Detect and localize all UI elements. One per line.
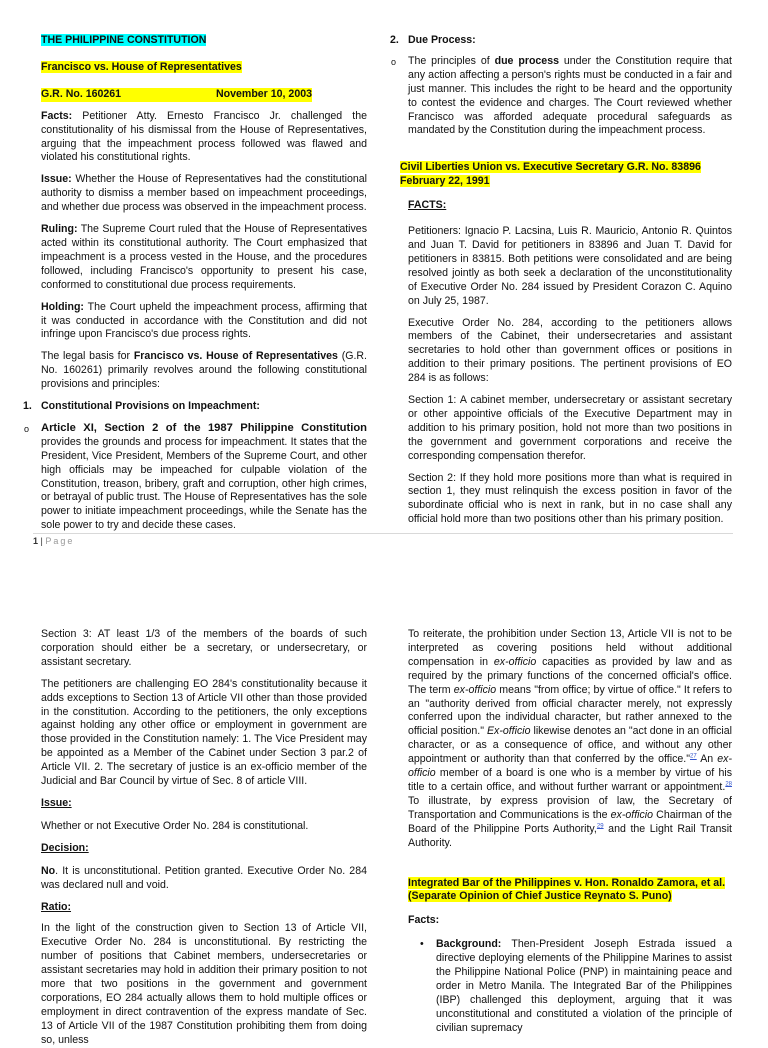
background-bullet xyxy=(420,938,732,1035)
bullet-dot-icon: • xyxy=(420,938,424,951)
decision-heading: Decision: xyxy=(41,841,89,854)
case-title: Francisco vs. House of Representatives xyxy=(41,60,242,73)
issue-label: Issue: xyxy=(41,173,72,186)
page1-right-column xyxy=(390,34,732,535)
facts-paragraph xyxy=(41,110,367,166)
reiterate-paragraph xyxy=(408,628,732,851)
article-text: provides the grounds and process for impeachment. It states that the President, Vice President, Members of the Supreme Court, and other high officials may be impeached for culpable violation of the Constitution, treason, bribery, graft and corruption, other high crimes, or betrayal of public trust. The House of Representatives has the sole power to initiate impeachment proceedings, while the Senate has the sole power to try and decide these cases. xyxy=(41,435,367,532)
gr-number-date xyxy=(41,88,312,102)
list-item-2-number: 2. xyxy=(390,34,399,46)
petitioners-paragraph: The petitioners are challenging EO 284's constitutionality because it adds exceptions to Section 13 of Article VII other than those provided in the constitution. According to the petitioners, the only exceptions against holding any other office or employment in government are those provided in the Constitution namely: 1. The Vice President may be appointed as a Member of the Cabinet under Section 3 par.2 of Article VII. 2. The secretary of justice is an ex-officio member of the Judicial and Bar Council by virtue of Sec. 8 of article VIII. xyxy=(41,677,367,788)
holding-paragraph xyxy=(41,301,367,343)
ex-officio-term: ex-officio xyxy=(610,808,654,821)
page2-left-column xyxy=(41,628,367,1048)
facts-label: Facts: xyxy=(41,109,73,122)
holding-text: The Court upheld the impeachment process, affirming that it was conducted in accordance with the Constitution and did not infringe upon Francisco's due process rights. xyxy=(41,300,367,341)
legal-basis-paragraph xyxy=(41,350,367,392)
reiterate-text-a: To reiterate, the prohibition under Section 13, Article VII is not to be interpreted as covering positions held without additional compensation in xyxy=(408,628,732,668)
case2-facts-eo284: Executive Order No. 284, according to the petitioners allows members of the Cabinet, their undersecretaries and assistant secretaries to hold other than government offices or positions in addition to their primary positions. The pertinent provisions of EO 284 is as follows: xyxy=(408,316,732,385)
gr-number: G.R. No. 160261 xyxy=(41,87,122,100)
footnote-ref-29[interactable]: 29 xyxy=(596,823,604,830)
due-process-bullet xyxy=(391,54,732,138)
page-footer xyxy=(33,533,733,549)
due-process-pre: The principles of xyxy=(408,54,495,67)
footnote-ref-28[interactable]: 28 xyxy=(725,781,732,788)
list-item-1 xyxy=(23,400,367,414)
ex-officio-term: ex-officio xyxy=(408,753,732,780)
case-title-line xyxy=(41,61,367,75)
reiterate-text-h: Chairman of the Board of the Philippine Ports Authority, xyxy=(408,808,732,835)
reiterate-text-d: likewise denotes an "act done in an official character, or as a consequence of office, and without any other appointment or authority than that conferred by the office." xyxy=(408,725,732,766)
page-separator: | xyxy=(38,536,46,546)
page2-right-column xyxy=(408,628,732,1036)
ratio-heading: Ratio: xyxy=(41,900,72,913)
eo284-section-1: Section 1: A cabinet member, undersecretary or assistant secretary or other appointive officials of the Executive Department may in addition to his primary position, hold not more than two positions in the government and government corporations and receive the corresponding compensation therefor. xyxy=(408,394,732,462)
article-citation: Article XI, Section 2 of the 1987 Philippine Constitution xyxy=(41,421,367,434)
document-heading: THE PHILIPPINE CONSTITUTION xyxy=(41,34,207,46)
decision-paragraph xyxy=(41,865,367,893)
case3-title-line xyxy=(408,877,732,905)
page1-left-column xyxy=(23,34,367,533)
article-bullet xyxy=(24,421,367,533)
list-item-2-label: Due Process: xyxy=(408,34,476,46)
case2-title-line xyxy=(400,161,732,189)
case2-facts-label: FACTS: xyxy=(408,199,447,212)
list-item-1-label: Constitutional Provisions on Impeachment: xyxy=(41,400,260,413)
legal-basis-post: (G.R. No. 160261) primarily revolves around the following constitutional provisions and principles: xyxy=(41,350,367,391)
gr-line xyxy=(41,88,367,102)
due-process-term: due process xyxy=(494,54,559,67)
legal-basis-pre: The legal basis for xyxy=(41,350,134,363)
ex-officio-term: ex-officio xyxy=(453,683,497,696)
reiterate-text-f: member of a board is one who is a member by virtue of his title to a certain office, and without further warrant or appointment. xyxy=(408,767,732,793)
eo284-section-2: Section 2: If they hold more positions more than what is required in section 1, they must relinquish the excess position in favor of the subordinate official who is next in rank, but in no case shall any official hold more than two positions other than his primary position. xyxy=(408,471,732,526)
due-process-post: under the Constitution require that any action affecting a person's rights must be conducted in a fair and just manner. This includes the right to be heard and the opportunity to contest the evidence and charges. The Court reviewed whether Francisco was afforded adequate procedural safeguards as mandated by the Constitution during the impeachment process. xyxy=(408,54,732,137)
case2-facts-petitioners: Petitioners: Ignacio P. Lacsina, Luis R. Mauricio, Antonio R. Quintos and Juan T. David for petitioners in 83896 and Juan T. David for petitioners in 83815. Both petitions were consolidated and are being resolved jointly as both seek a declaration of the unconstitutionality of Executive Order No. 284 issued by President Corazon C. Aquino on July 25, 1987. xyxy=(408,225,732,307)
issue-text: Whether or not Executive Order No. 284 is constitutional. xyxy=(41,819,309,832)
case3-title: Integrated Bar of the Philippines v. Hon. Ronaldo Zamora, et al. (Separate Opinion of Chief Justice Reynato S. Puno) xyxy=(408,876,726,903)
gr-date: November 10, 2003 xyxy=(216,87,312,100)
reiterate-text-g: To illustrate, by express provision of law, the Secretary of Transportation and Communications is the xyxy=(408,794,732,821)
issue-text: Whether the House of Representatives had the constitutional authority to dismiss a member based on impeachment proceedings, and whether due process was observed in the impeachment process. xyxy=(41,173,367,214)
decision-answer: No xyxy=(41,864,56,877)
holding-label: Holding: xyxy=(41,300,84,313)
ruling-text: The Supreme Court ruled that the House of Representatives acted within its constitutional authority. The Court emphasized that impeachment is a process vested in the House, and the procedures followed, including Francisco's opportunity to present his case, conformed to constitutional due process requirements. xyxy=(41,223,367,291)
document-heading-line xyxy=(41,34,367,48)
background-text: Then-President Joseph Estrada issued a directive deploying elements of the Philippine Marines to assist the Philippine National Police (PNP) in maintaining peace and order in Metro Manila. The Integrated Bar of the Philippines (IBP) challenged this deployment, arguing that it was unconstitutional and constituted a violation of the principle of civilian supremacy xyxy=(436,938,732,1034)
reiterate-text-e: An xyxy=(696,753,718,766)
ratio-paragraph: In the light of the construction given to Section 13 of Article VII, Executive Order No. 284 is unconstitutional. By restricting the number of positions that Cabinet members, undersecretaries or assistant secretaries may hold in addition their primary position to not more that two positions in the government and government corporations, EO 284 actually allows them to hold multiple offices or employment in direct contravention of the express mandate of Sec. 13 of Article VII of the 1987 Constitution prohibiting them from doing so, unless xyxy=(41,922,367,1046)
ex-officio-term: Ex-officio xyxy=(486,725,531,738)
background-label: Background: xyxy=(436,938,502,951)
bullet-circle-icon: o xyxy=(391,56,397,67)
page-number: 1 xyxy=(33,536,39,546)
legal-basis-case: Francisco vs. House of Representatives xyxy=(133,350,338,363)
issue-paragraph xyxy=(41,173,367,215)
ruling-paragraph xyxy=(41,223,367,293)
case2-title: Civil Liberties Union vs. Executive Secretary G.R. No. 83896 February 22, 1991 xyxy=(400,161,701,188)
case3-facts-label: Facts: xyxy=(408,914,440,927)
footnote-ref-27[interactable]: 27 xyxy=(690,753,697,760)
reiterate-text-k: and the Light Rail Transit Authority. xyxy=(408,822,732,849)
document-page-2 xyxy=(0,626,768,1046)
facts-text: Petitioner Atty. Ernesto Francisco Jr. challenged the constitutionality of his dismissal from the House of Representatives, arguing that the impeachment process followed was flawed and violated his constitutional rights. xyxy=(41,109,367,164)
list-item-1-number: 1. xyxy=(23,400,32,413)
ruling-label: Ruling: xyxy=(41,223,78,236)
page-word: Page xyxy=(45,536,75,546)
bullet-circle-icon: o xyxy=(24,423,30,434)
issue-heading: Issue: xyxy=(41,796,72,809)
ex-officio-term: ex-officio xyxy=(493,655,537,668)
list-item-2 xyxy=(390,34,732,48)
decision-text: . It is unconstitutional. Petition granted. Executive Order No. 284 was declared null and void. xyxy=(41,864,367,891)
reiterate-text-b: capacities as provided by law and as required by the primary functions of the concerned official's office. The term xyxy=(408,655,732,696)
reiterate-text-c: means "from office; by virtue of office." It refers to an "authority derived from official character merely, not expressly conferred upon the individual character, but rather annexed to the official position." xyxy=(408,683,732,738)
eo284-section-3: Section 3: AT least 1/3 of the members of the boards of such corporation should either be a secretary, or undersecretary, or assistant secretary. xyxy=(41,628,367,668)
